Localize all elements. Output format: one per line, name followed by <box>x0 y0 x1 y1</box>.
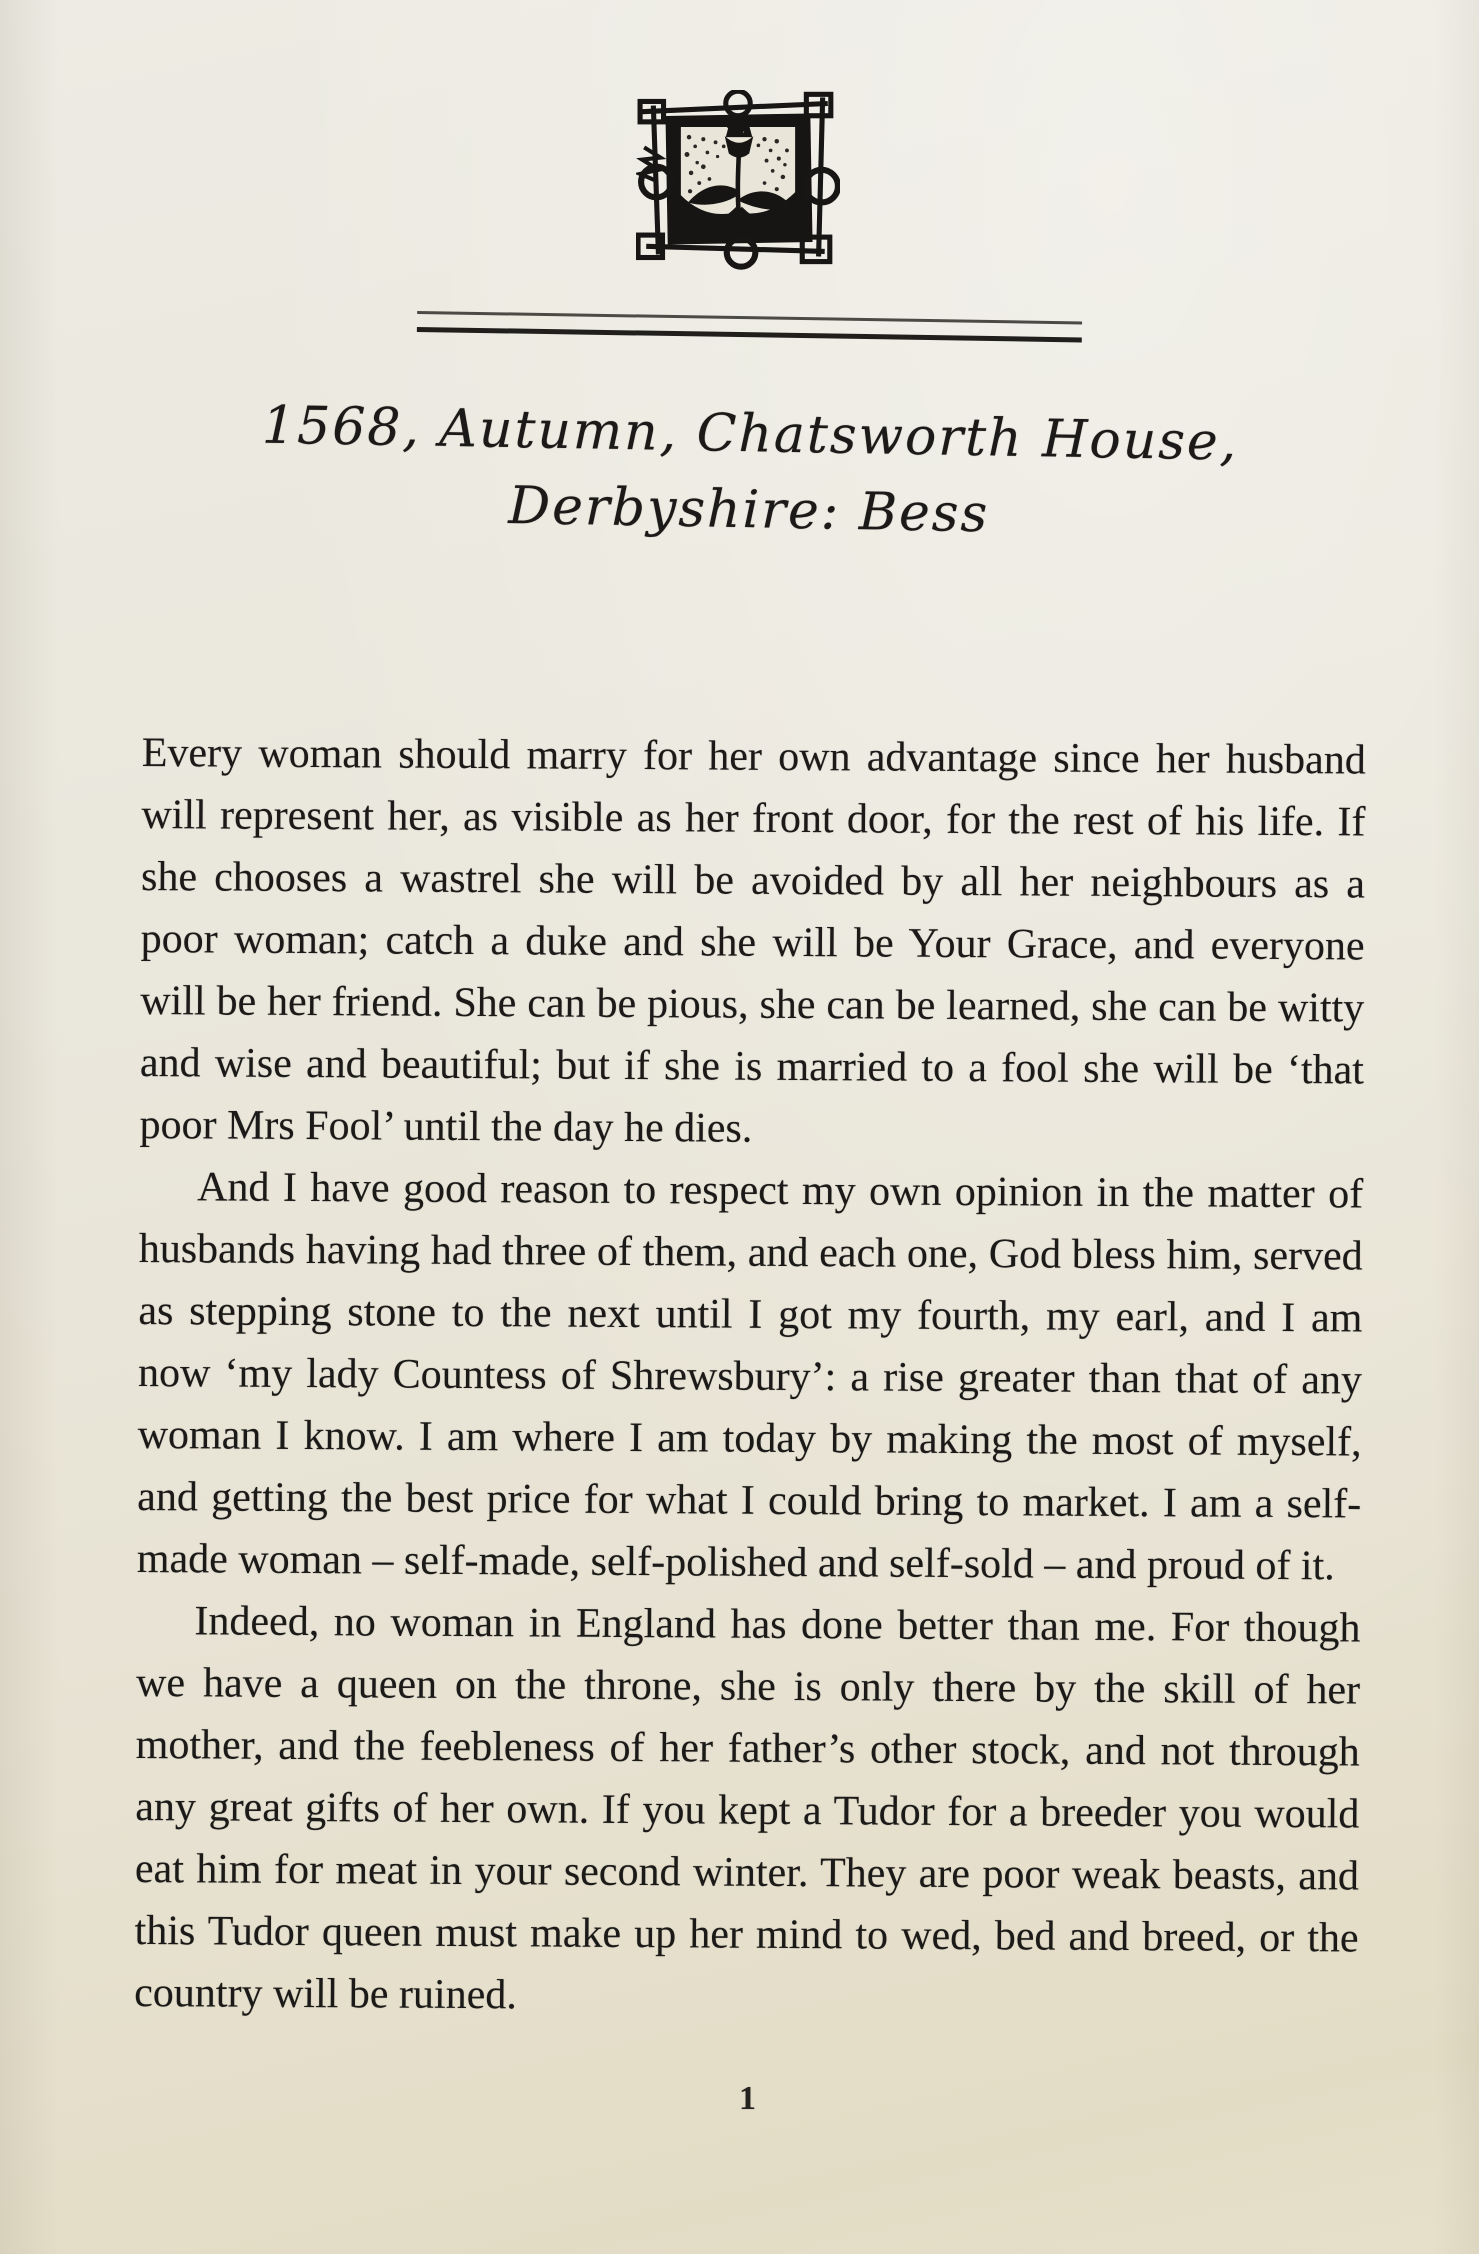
paragraph: Every woman should marry for her own advantage since her husband will represent her, as visible as her front door, for the rest of his life. If she chooses a wastrel she will be avoided by all her neighbours as a poor woman; catch a duke and she will be Your Grace, and everyone will be her friend. She can be pious, she can be learned, she can be witty and wise and beautiful; but if she is married to a fool she will be ‘that poor Mrs Fool’ until the day he dies. <box>139 729 1366 1152</box>
body-text <box>134 722 1366 2031</box>
chapter-heading-line-2: Derbyshire: Bess <box>507 475 990 545</box>
thistle-ornament-svg <box>636 90 840 270</box>
chapter-heading-line-1: 1568, Autumn, Chatsworth House, <box>261 395 1239 473</box>
paragraph: And I have good reason to respect my own opinion in the matter of husbands having had three of them, and each one, God bless him, served as stepping stone to the next until I got my fourth, my earl, and I am now ‘my lady Countess of Shrewsbury’: a rise greater than that of any woman I know. I am where I am today by making the most of myself, and getting the best price for what I could bring to market. I am a self-made woman – self-made, self-polished and self-sold – and proud of it. <box>136 1164 1364 1590</box>
thistle-ornament-icon <box>636 90 840 270</box>
paragraph: Indeed, no woman in England has done better than me. For though we have a queen on the throne, she is only there by the skill of her mother, and the feebleness of her father’s other stock, and not through any great gifts of her own. If you kept a Tudor for a breeder you would eat him for meat in your second winter. They are poor weak beasts, and this Tudor queen must make up her mind to wed, bed and breed, or the country will be ruined. <box>134 1598 1361 2019</box>
double-rule-divider <box>417 311 1082 342</box>
page-number: 1 <box>739 2080 756 2117</box>
chapter-heading <box>0 383 1479 561</box>
